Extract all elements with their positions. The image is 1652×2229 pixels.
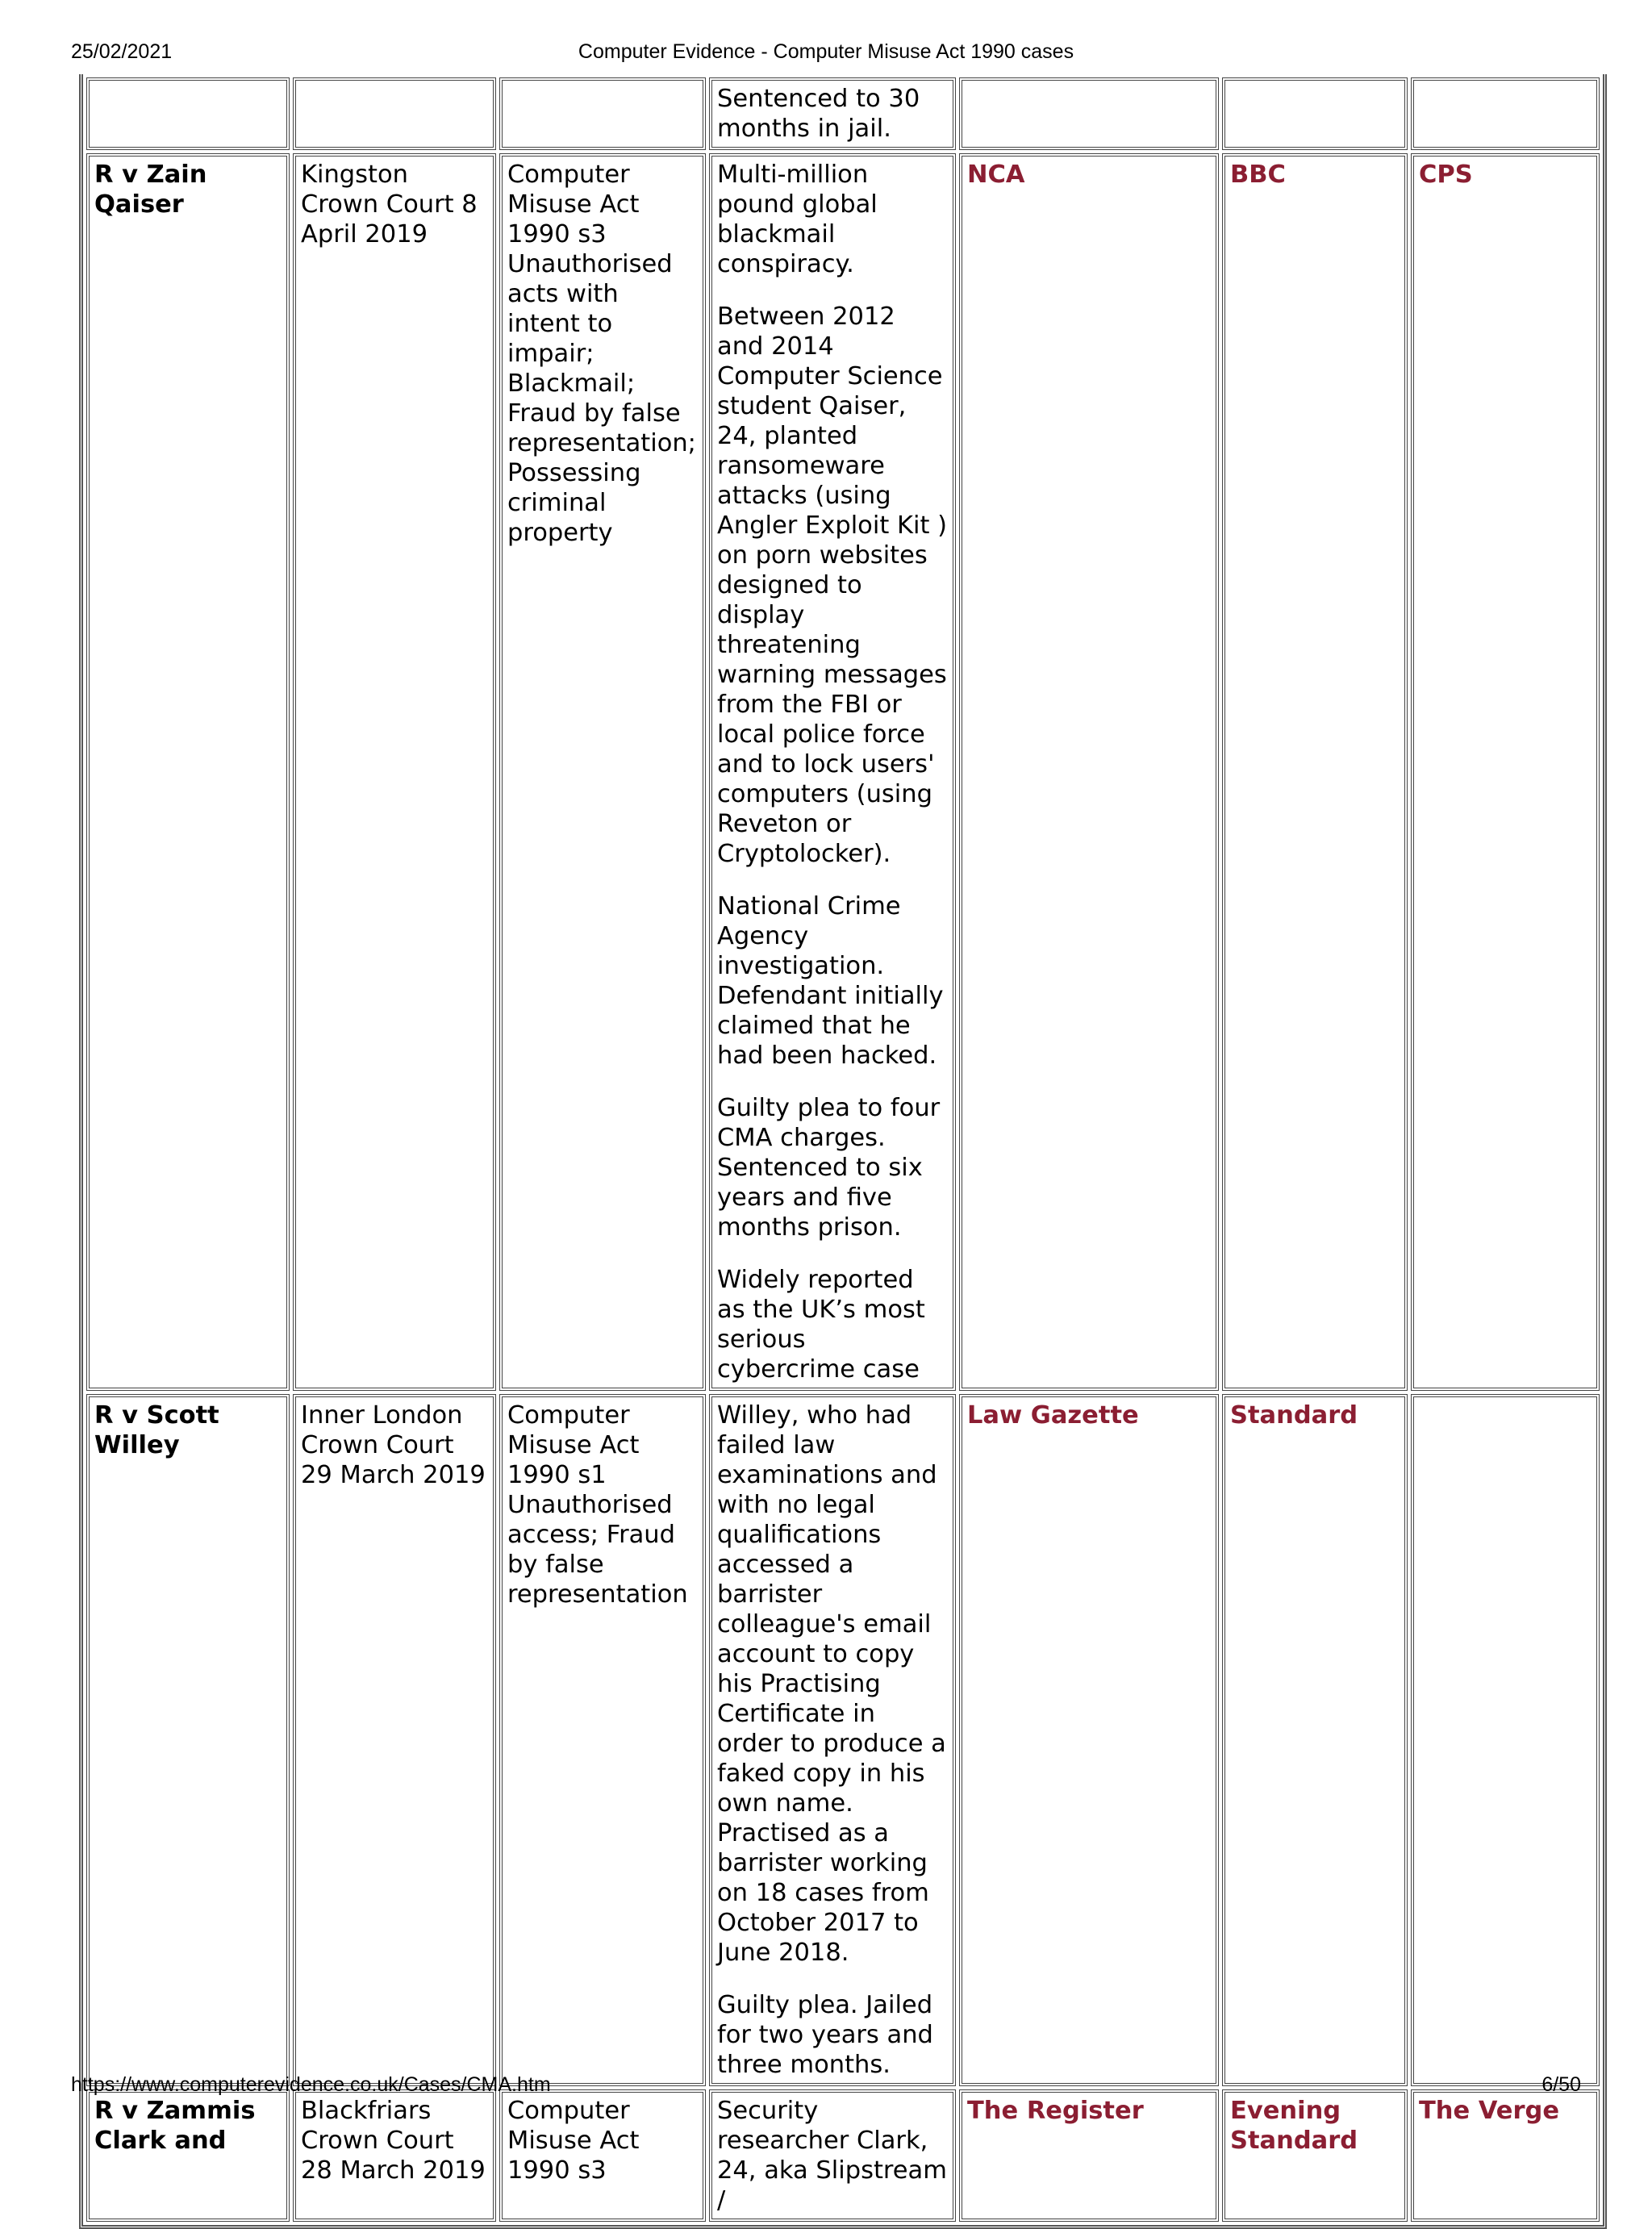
court-cell: Inner London Crown Court 29 March 2019 <box>293 1394 496 2086</box>
description-cell <box>709 77 956 150</box>
table-row <box>86 77 1600 150</box>
court-cell: Kingston Crown Court 8 April 2019 <box>293 153 496 1391</box>
link-the-verge[interactable]: The Verge <box>1411 2089 1600 2222</box>
link-cps[interactable]: CPS <box>1411 153 1600 1391</box>
print-footer <box>0 2073 1652 2102</box>
charges-cell: Computer Misuse Act 1990 s3 Unauthorised acts with intent to impair; Blackmail; Fraud by false representation; Possessing criminal property <box>499 153 706 1391</box>
description-paragraph: Guilty plea to four CMA charges. Sentenced to six years and five months prison. <box>717 1094 941 1242</box>
case-name-cell: R v Zain Qaiser <box>86 153 290 1391</box>
charges-cell <box>499 77 706 150</box>
link-cell <box>959 77 1219 150</box>
print-date: 25/02/2021 <box>71 40 173 63</box>
print-header <box>0 40 1652 69</box>
case-name-cell: R v Zammis Clark and <box>86 2089 290 2222</box>
case-name-cell: R v Scott Willey <box>86 1394 290 2086</box>
page-url: https://www.computerevidence.co.uk/Cases/CMA.htm <box>71 2073 551 2096</box>
description-cell <box>709 1394 956 2086</box>
link-evening-standard[interactable]: Evening Standard <box>1222 2089 1408 2222</box>
cases-table <box>79 74 1607 2229</box>
link-standard[interactable]: Standard <box>1222 1394 1408 2086</box>
table-row <box>86 2089 1600 2222</box>
description-paragraph: Security researcher Clark, 24, aka Slipstream / <box>717 2097 947 2214</box>
description-paragraph: National Crime Agency investigation. Defendant initially claimed that he had been hacked. <box>717 892 944 1070</box>
link-cell <box>1411 1394 1600 2086</box>
table-row <box>86 1394 1600 2086</box>
link-law-gazette[interactable]: Law Gazette <box>959 1394 1219 2086</box>
description-paragraph: Guilty plea. Jailed for two years and three months. <box>717 1991 933 2079</box>
description-paragraph: Sentenced to 30 months in jail. <box>717 85 920 143</box>
link-bbc[interactable]: BBC <box>1222 153 1408 1391</box>
page-number: 6/50 <box>1541 2073 1581 2096</box>
description-paragraph: Willey, who had failed law examinations and with no legal qualifications accessed a barrister colleague's email account to copy his Practising Certificate in order to produce a faked copy in his own name. Practised as a barrister working on 18 cases from October 2017 to June 2018. <box>717 1401 946 1967</box>
table-row <box>86 153 1600 1391</box>
page-title: Computer Evidence - Computer Misuse Act 1990 cases <box>578 40 1074 63</box>
description-paragraph: Between 2012 and 2014 Computer Science student Qaiser, 24, planted ransomeware attacks (using Angler Exploit Kit ) on porn websites designed to display threatening warning messages from the FBI or local police force and to lock users' computers (using Reveton or Cryptolocker). <box>717 303 947 868</box>
court-cell <box>293 77 496 150</box>
charges-cell: Computer Misuse Act 1990 s3 <box>499 2089 706 2222</box>
description-cell <box>709 2089 956 2222</box>
link-cell <box>1411 77 1600 150</box>
case-name-cell <box>86 77 290 150</box>
link-nca[interactable]: NCA <box>959 153 1219 1391</box>
link-the-register[interactable]: The Register <box>959 2089 1219 2222</box>
court-cell: Blackfriars Crown Court 28 March 2019 <box>293 2089 496 2222</box>
description-paragraph: Multi-million pound global blackmail conspiracy. <box>717 161 878 278</box>
link-cell <box>1222 77 1408 150</box>
charges-cell: Computer Misuse Act 1990 s1 Unauthorised access; Fraud by false representation <box>499 1394 706 2086</box>
description-cell <box>709 153 956 1391</box>
description-paragraph: Widely reported as the UK’s most serious cybercrime case <box>717 1266 925 1384</box>
